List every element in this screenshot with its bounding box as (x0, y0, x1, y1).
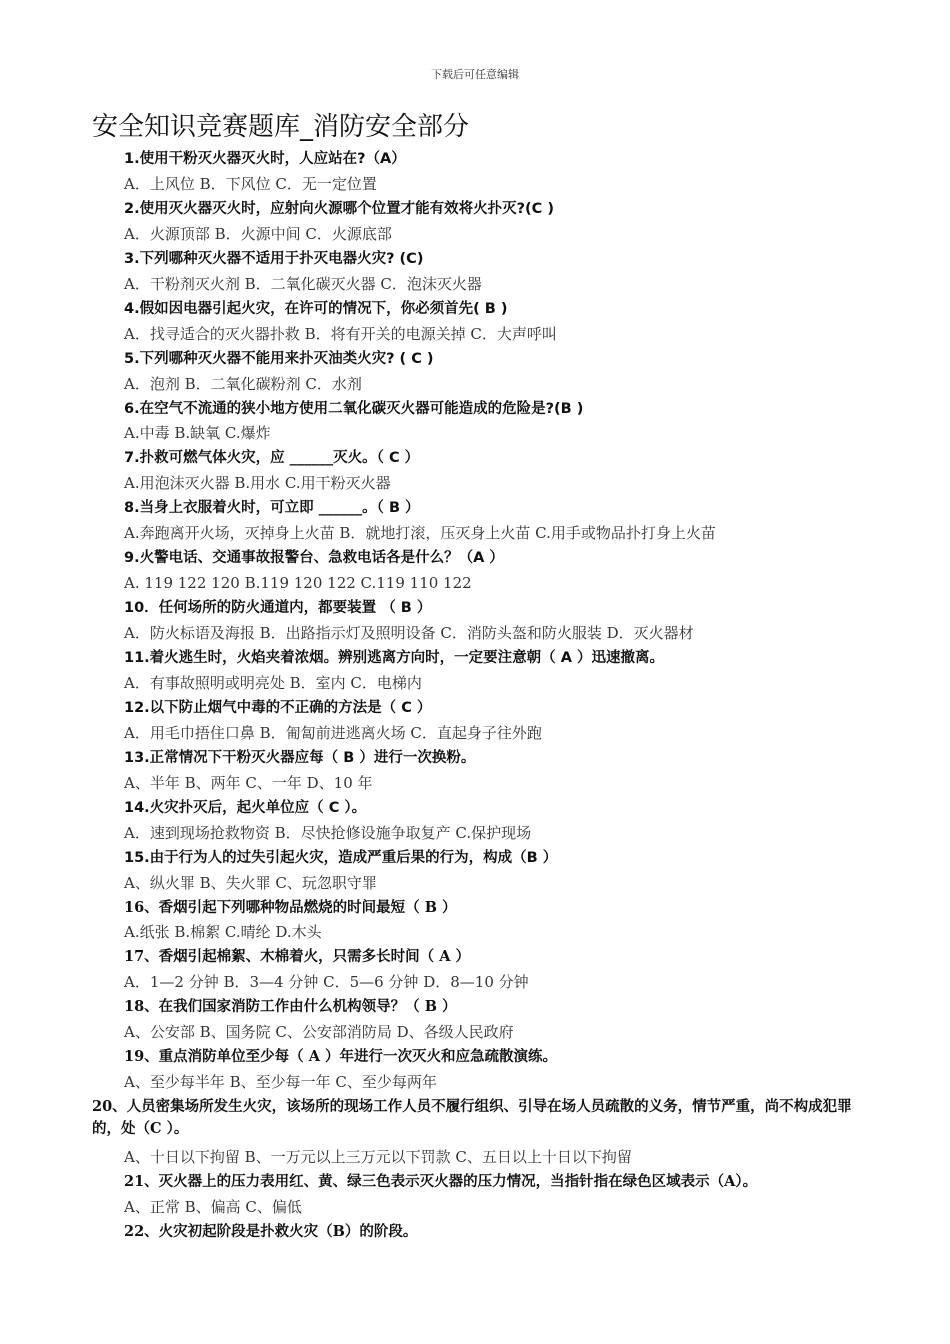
question-text: 10．任何场所的防火通道内，都要装置 （ B ） (124, 600, 432, 617)
question-text: 20、人员密集场所发生火灾，该场所的现场工作人员不履行组织、引导在场人员疏散的义务，情节严重，尚不构成犯罪的，处（C ）。 (92, 1098, 852, 1138)
answer-options: A．有事故照明或明亮处 B．室内 C．电梯内 (124, 673, 422, 692)
answer-options: A. 119 122 120 B.119 120 122 C.119 110 122 (124, 574, 472, 593)
question-text: 16、香烟引起下列哪种物品燃烧的时间最短（ B ） (124, 898, 457, 916)
question-text: 18、在我们国家消防工作由什么机构领导？（ B ） (124, 998, 457, 1016)
question-text: 21、灭火器上的压力表用红、黄、绿三色表示灭火器的压力情况，当指针指在绿色区域表示（A）。 (124, 1172, 758, 1190)
answer-options: A、十日以下拘留 B、一万元以上三万元以下罚款 C、五日以上十日以下拘留 (124, 1148, 632, 1166)
question-text: 3.下列哪种灭火器不适用于扑灭电器火灾? (C) (124, 250, 424, 267)
question-text: 15.由于行为人的过失引起火灾，造成严重后果的行为，构成（B ） (124, 849, 558, 866)
answer-options: A、公安部 B、国务院 C、公安部消防局 D、各级人民政府 (124, 1023, 514, 1042)
question-text: 6.在空气不流通的狭小地方使用二氧化碳灭火器可能造成的危险是?(B ) (124, 400, 584, 417)
question-text: 17、香烟引起棉絮、木棉着火，只需多长时间（ A ） (124, 948, 471, 966)
question-text: 7.扑救可燃气体火灾，应 ______灭火。（ C ） (124, 450, 420, 467)
answer-options: A．用毛巾捂住口鼻 B．匍匐前进逃离火场 C．直起身子往外跑 (124, 723, 542, 742)
question-text: 8.当身上衣服着火时，可立即 ______。（ B ） (124, 500, 420, 517)
answer-options: A.中毒 B.缺氧 C.爆炸 (124, 424, 271, 443)
question-text: 19、重点消防单位至少每（ A ）年进行一次灭火和应急疏散演练。 (124, 1048, 558, 1066)
answer-options: A、至少每半年 B、至少每一年 C、至少每两年 (124, 1073, 437, 1092)
answer-options: A.用泡沫灭火器 B.用水 C.用干粉灭火器 (124, 474, 391, 493)
answer-options: A．泡剂 B．二氧化碳粉剂 C．水剂 (124, 374, 362, 393)
question-text: 9.火警电话、交通事故报警台、急救电话各是什么？（A ） (124, 550, 504, 567)
answer-options: A．火源顶部 B．火源中间 C．火源底部 (124, 224, 392, 243)
answer-options: A、正常 B、偏高 C、偏低 (124, 1197, 302, 1216)
answer-options: A．干粉剂灭火剂 B．二氧化碳灭火器 C．泡沫灭火器 (124, 274, 482, 293)
answer-options: A．1—2 分钟 B．3—4 分钟 C．5—6 分钟 D．8—10 分钟 (124, 973, 529, 992)
answer-options: A.奔跑离开火场，灭掉身上火苗 B．就地打滚，压灭身上火苗 C.用手或物品扑打身上火苗 (124, 524, 716, 543)
answer-options: A、半年 B、两年 C、一年 D、10 年 (124, 773, 373, 792)
question-text: 22、火灾初起阶段是扑救火灾（B）的阶段。 (124, 1222, 418, 1240)
answer-options: A.纸张 B.棉絮 C.晴纶 D.木头 (124, 923, 322, 942)
answer-options: A．上风位 B．下风位 C．无一定位置 (124, 174, 377, 193)
question-text: 4.假如因电器引起火灾，在许可的情况下，你必须首先( B ) (124, 300, 508, 317)
answer-options: A．找寻适合的灭火器扑救 B．将有开关的电源关掉 C．大声呼叫 (124, 324, 557, 343)
document-title: 安全知识竞赛题库_消防安全部分 (92, 112, 470, 142)
question-text: 2.使用灭火器灭火时，应射向火源哪个位置才能有效将火扑灭?(C ) (124, 200, 554, 217)
question-text: 11.着火逃生时，火焰夹着浓烟。辨别逃离方向时，一定要注意朝（ A ）迅速撤离。 (124, 650, 665, 666)
question-text: 1.使用干粉灭火器灭火时，人应站在?（A） (124, 151, 406, 167)
answer-options: A．速到现场抢救物资 B．尽快抢修设施争取复产 C.保护现场 (124, 823, 532, 842)
question-text: 12.以下防止烟气中毒的不正确的方法是（ C ） (124, 699, 432, 716)
question-text: 14.火灾扑灭后，起火单位应（ C ）。 (124, 799, 367, 816)
header-note: 下载后可任意编辑 (431, 68, 519, 81)
question-text: 5.下列哪种灭火器不能用来扑灭油类火灾? ( C ) (124, 350, 434, 367)
answer-options: A、纵火罪 B、失火罪 C、玩忽职守罪 (124, 873, 377, 892)
question-text: 13.正常情况下干粉灭火器应每（ B ）进行一次换粉。 (124, 749, 476, 766)
answer-options: A．防火标语及海报 B．出路指示灯及照明设备 C．消防头盔和防火服装 D．灭火器材 (124, 624, 694, 643)
